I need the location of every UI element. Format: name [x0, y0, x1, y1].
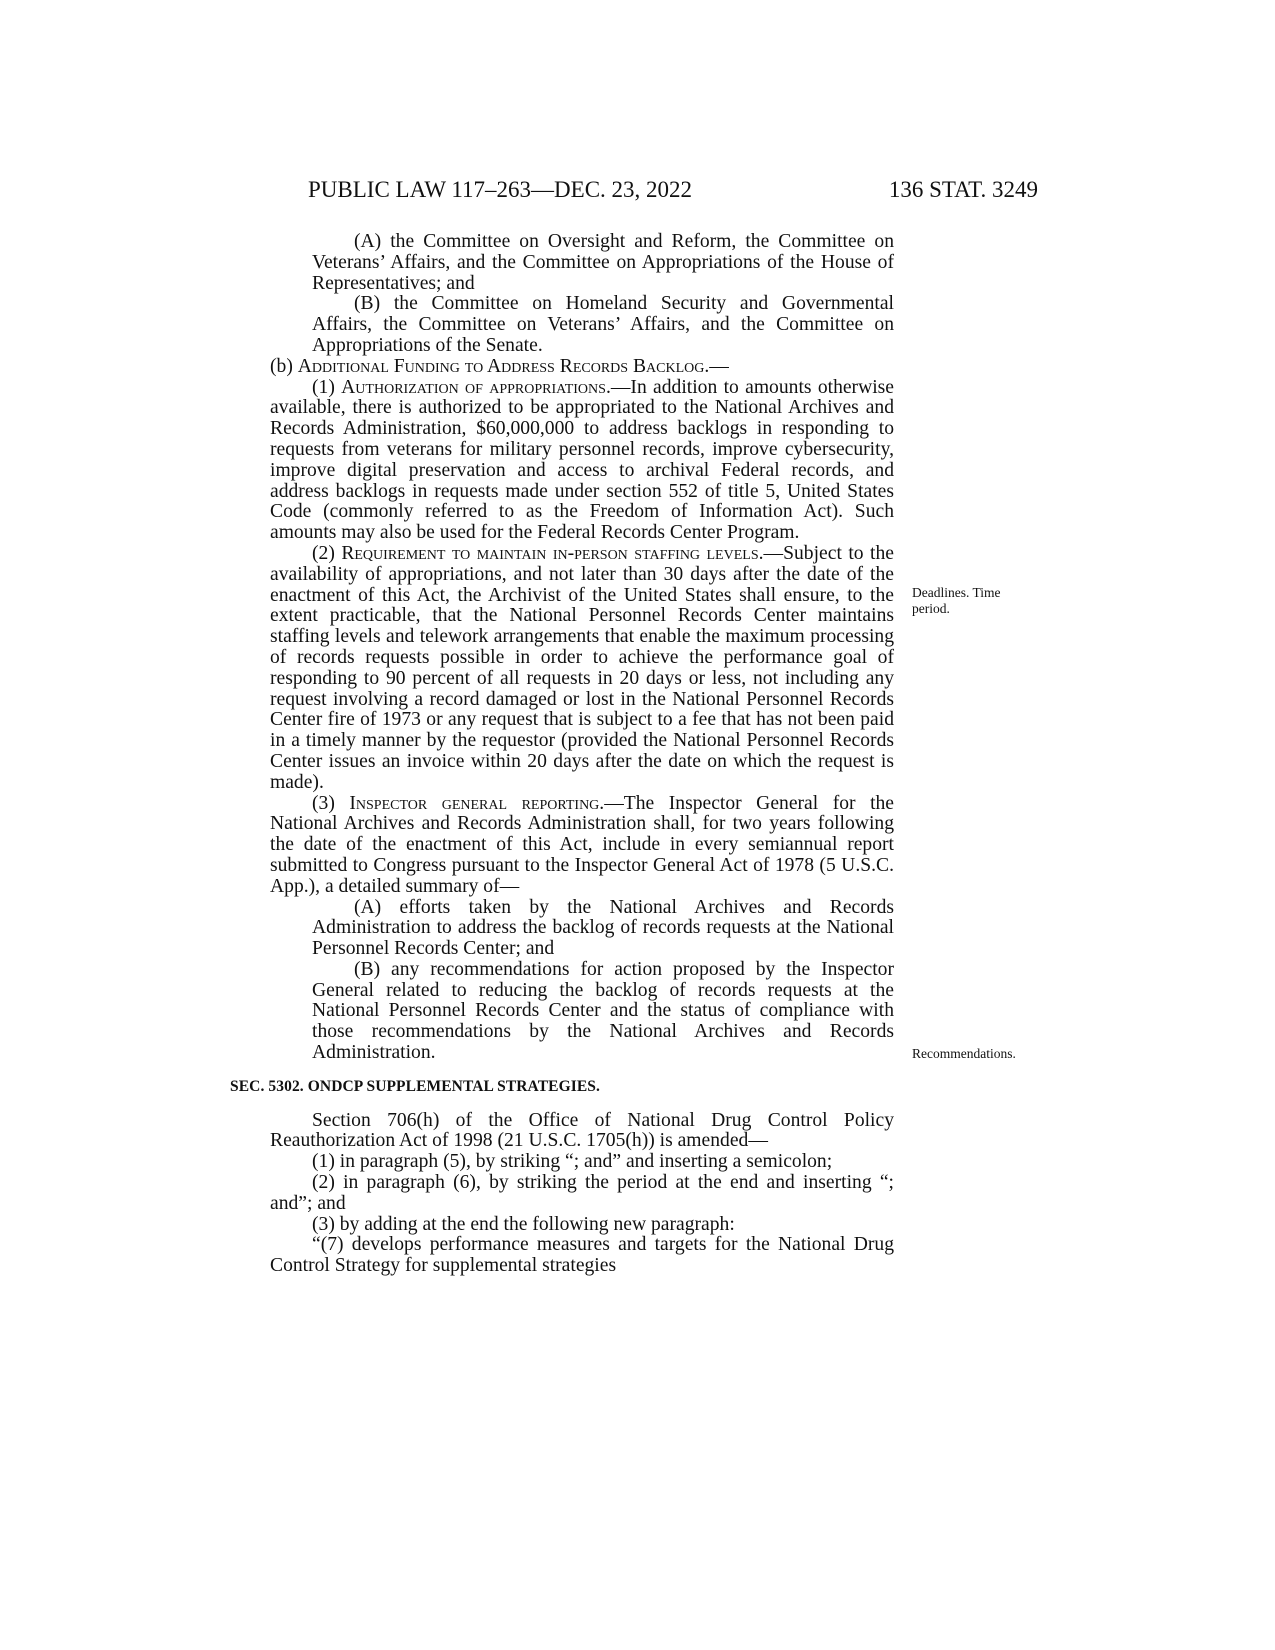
- running-title: PUBLIC LAW 117–263—DEC. 23, 2022: [308, 177, 693, 202]
- paragraph-b-senate-committees: (B) the Committee on Homeland Security and Governmental Affairs, the Committee on Veterans’ Affairs, and the Committee on Appropriations of the Senate.: [312, 293, 894, 356]
- amendment-3: (3) by adding at the end the following new paragraph:: [312, 1213, 735, 1235]
- paragraph-2-staffing: (2) Requirement to maintain in-person staffing levels.—Subject to the availability of appropriations, and not later than 30 days after the date of the enactment of this Act, the Archivist of the United States shall ensure, to the extent practicable, that the National Personnel Records Center maintains staffing levels and telework arrangements that enable the maximum processing of records requests possible in order to achieve the performance goal of responding to 90 percent of all requests in 20 days or less, not including any request involving a record damaged or lost in the National Personnel Records Center fire of 1973 or any request that is subject to a fee that has not been paid in a timely manner by the requestor (provided the National Personnel Records Center issues an invoice within 20 days after the date on which the request is made).: [270, 542, 894, 793]
- section-heading: SEC. 5302. ONDCP SUPPLEMENTAL STRATEGIES.: [230, 1077, 600, 1095]
- amendment-2: (2) in paragraph (6), by striking the period at the end and inserting “; and”; and: [270, 1172, 894, 1214]
- page-number: 136 STAT. 3249: [888, 177, 1038, 202]
- amendment-1: (1) in paragraph (5), by striking “; and” and inserting a semicolon;: [312, 1151, 833, 1173]
- paragraph-a-house-committees: (A) the Committee on Oversight and Reform, the Committee on Veterans’ Affairs, and the Committee on Appropriations of the House of Representatives; and: [312, 231, 894, 294]
- paragraph-2-title: Requirement to maintain in-person staffing levels: [341, 542, 759, 564]
- margin-note-deadlines: Deadlines. Time period.: [912, 585, 1001, 616]
- section-intro: Section 706(h) of the Office of National Drug Control Policy Reauthorization Act of 1998 (21 U.S.C. 1705(h)) is amended—: [270, 1109, 894, 1152]
- paragraph-a-efforts: (A) efforts taken by the National Archives and Records Administration to address the backlog of records requests at the National Personnel Records Center; and: [312, 896, 894, 960]
- paragraph-3-title: Inspector general reporting: [349, 792, 600, 814]
- paragraph-b-recommendations: (B) any recommendations for action proposed by the Inspector General related to reducing the backlog of records requests at the National Personnel Records Center and the status of compliance with those recommendations by the National Archives and Records Administration.: [312, 958, 894, 1064]
- paragraph-3-inspector-general: (3) Inspector general reporting.—The Inspector General for the National Archives and Records Administration shall, for two years following the date of the enactment of this Act, include in every semiannual report submitted to Congress pursuant to the Inspector General Act of 1978 (5 U.S.C. App.), a detailed summary of—: [270, 792, 895, 897]
- paragraph-1-title: Authorization of appropriations: [341, 376, 606, 398]
- paragraph-1-authorization: (1) Authorization of appropriations.—In addition to amounts otherwise available, there is authorized to be appropriated to the National Archives and Records Administration, $60,000,000 to address backlogs in responding to requests from veterans for military personnel records, improve cybersecurity, improve digital preservation and access to archival Federal records, and address backlogs in requests made under section 552 of title 5, United States Code (commonly referred to as the Freedom of Information Act). Such amounts may also be used for the Federal Records Center Program.: [270, 376, 894, 544]
- subsection-b-title: Additional Funding to Address Records Backlog: [297, 355, 705, 377]
- margin-note-recommendations: Recommendations.: [912, 1046, 1016, 1061]
- document-body: [230, 231, 895, 1277]
- page-header: [308, 177, 1038, 217]
- subsection-b-heading: (b) Additional Funding to Address Records Backlog.—: [270, 355, 729, 377]
- new-paragraph-7: “(7) develops performance measures and targets for the National Drug Control Strategy for supplemental strategies: [270, 1234, 894, 1277]
